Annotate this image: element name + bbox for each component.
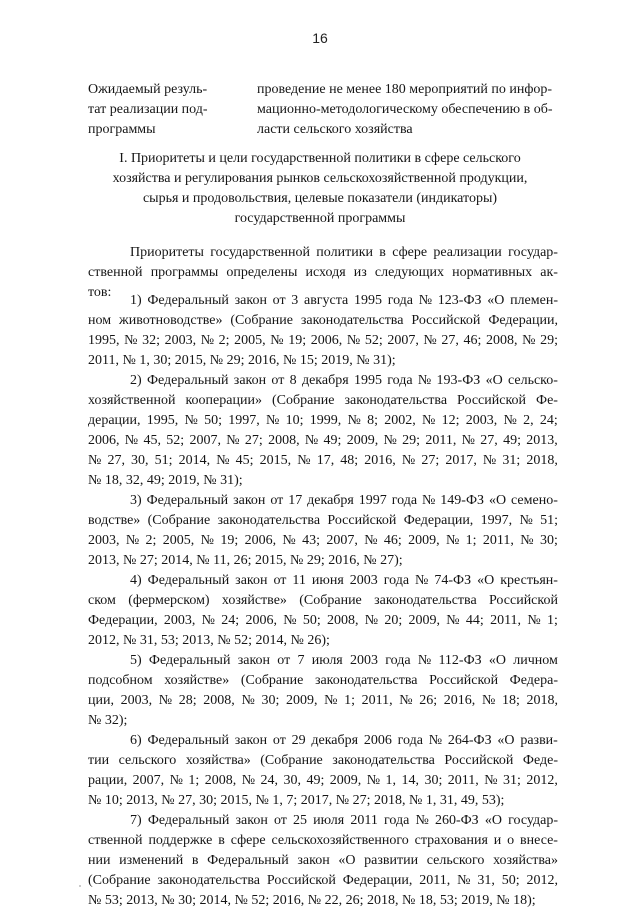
text-line: Приоритеты государственной политики в сфере реализации государ- — [130, 245, 558, 260]
text-line: 2006, № 45, 52; 2007, № 27; 2008, № 49; 2009, № 29; 2011, № 27, 49; 2013, — [88, 433, 558, 448]
text-line: ласти сельского хозяйства — [257, 122, 413, 137]
text-line: ции, 2003, № 28; 2008, № 30; 2009, № 1; 2011, № 26; 2016, № 18; 2018, — [88, 693, 558, 708]
title-line: I. Приоритеты и цели государственной политики в сфере сельского — [119, 151, 521, 166]
text-line: тов: — [88, 285, 112, 300]
text-line: дерации, 1995, № 50; 1997, № 10; 1999, № 8; 2002, № 12; 2003, № 2, 24; — [88, 413, 558, 428]
text-line: ском (фермерском) хозяйстве» (Собрание законодательства Российской — [88, 593, 558, 608]
text-line: водстве» (Собрание законодательства Российской Федерации, 1997, № 51; — [88, 513, 558, 528]
text-line: 5) Федеральный закон от 7 июля 2003 года № 112-ФЗ «О личном — [130, 653, 558, 668]
text-line: (Собрание законодательства Российской Федерации, 2011, № 31, 50; 2012, — [88, 873, 558, 888]
title-line: хозяйства и регулирования рынков сельскохозяйственной продукции, — [112, 171, 528, 186]
section-title — [0, 149, 640, 229]
text-line: хозяйственной кооперации» (Собрание законодательства Российской Фе- — [88, 393, 558, 408]
text-line: 4) Федеральный закон от 11 июня 2003 года № 74-ФЗ «О крестьян- — [130, 573, 558, 588]
text-line: ном животноводстве» (Собрание законодательства Российской Федерации, — [88, 313, 558, 328]
scan-speck — [79, 885, 81, 887]
text-line: 2013, № 27; 2014, № 11, 26; 2015, № 29; 2016, № 27); — [88, 553, 403, 568]
text-line: 3) Федеральный закон от 17 декабря 1997 года № 149-ФЗ «О семено- — [130, 493, 558, 508]
text-line: 6) Федеральный закон от 29 декабря 2006 года № 264-ФЗ «О разви- — [130, 733, 558, 748]
title-line: государственной программы — [234, 211, 406, 226]
text-line: 2) Федеральный закон от 8 декабря 1995 года № 193-ФЗ «О сельско- — [130, 373, 558, 388]
expected-result-value — [257, 80, 557, 140]
text-line: 2011, № 1, 30; 2015, № 29; 2016, № 15; 2019, № 31); — [88, 353, 396, 368]
text-line: № 53; 2013, № 30; 2014, № 52; 2016, № 22, 26; 2018, № 18, 53; 2019, № 18); — [88, 893, 536, 908]
text-line: рации, 2007, № 1; 2008, № 24, 30, 49; 2009, № 1, 14, 30; 2011, № 31; 2012, — [88, 773, 558, 788]
text-line: № 32); — [88, 713, 128, 728]
expected-result-label — [88, 80, 248, 140]
text-line: № 27, 30, 51; 2014, № 45; 2015, № 17, 48; 2016, № 27; 2017, № 31; 2018, — [88, 453, 558, 468]
text-line: проведение не менее 180 мероприятий по инфор- — [257, 82, 553, 97]
text-line: мационно-методологическому обеспечению в об- — [257, 102, 553, 117]
text-line: № 18, 32, 49; 2019, № 31); — [88, 473, 243, 488]
text-line: подсобном хозяйстве» (Собрание законодательства Российской Федера- — [88, 673, 558, 688]
text-line: 1) Федеральный закон от 3 августа 1995 года № 123-ФЗ «О племен- — [130, 293, 558, 308]
text-line: Федерации, 2003, № 24; 2006, № 50; 2008, № 20; 2009, № 44; 2011, № 1; — [88, 613, 558, 628]
page-number: 16 — [312, 30, 328, 46]
title-line: сырья и продовольствия, целевые показатели (индикаторы) — [142, 191, 498, 206]
text-line: 2012, № 31, 53; 2013, № 52; 2014, № 26); — [88, 633, 330, 648]
text-line: ственной поддержке в сфере сельскохозяйственного страхования и о внесе- — [88, 833, 558, 848]
text-line: 1995, № 32; 2003, № 2; 2005, № 19; 2006, № 52; 2007, № 27, 46; 2008, № 29; — [88, 333, 558, 348]
text-line: тии сельского хозяйства» (Собрание законодательства Российской Феде- — [88, 753, 558, 768]
text-line: нии изменений в Федеральный закон «О развитии сельского хозяйства» — [88, 853, 558, 868]
text-line: Ожидаемый резуль- — [88, 82, 208, 97]
text-line: программы — [88, 122, 156, 137]
text-line: № 10; 2013, № 27, 30; 2015, № 1, 7; 2017, № 27; 2018, № 1, 31, 49, 53); — [88, 793, 505, 808]
text-line: 7) Федеральный закон от 25 июля 2011 года № 260-ФЗ «О государ- — [130, 813, 558, 828]
text-line: тат реализации под- — [88, 102, 208, 117]
text-line: ственной программы определены исходя из следующих нормативных ак- — [88, 265, 558, 280]
text-line: 2003, № 2; 2005, № 19; 2006, № 43; 2007, № 46; 2009, № 1; 2011, № 30; — [88, 533, 558, 548]
